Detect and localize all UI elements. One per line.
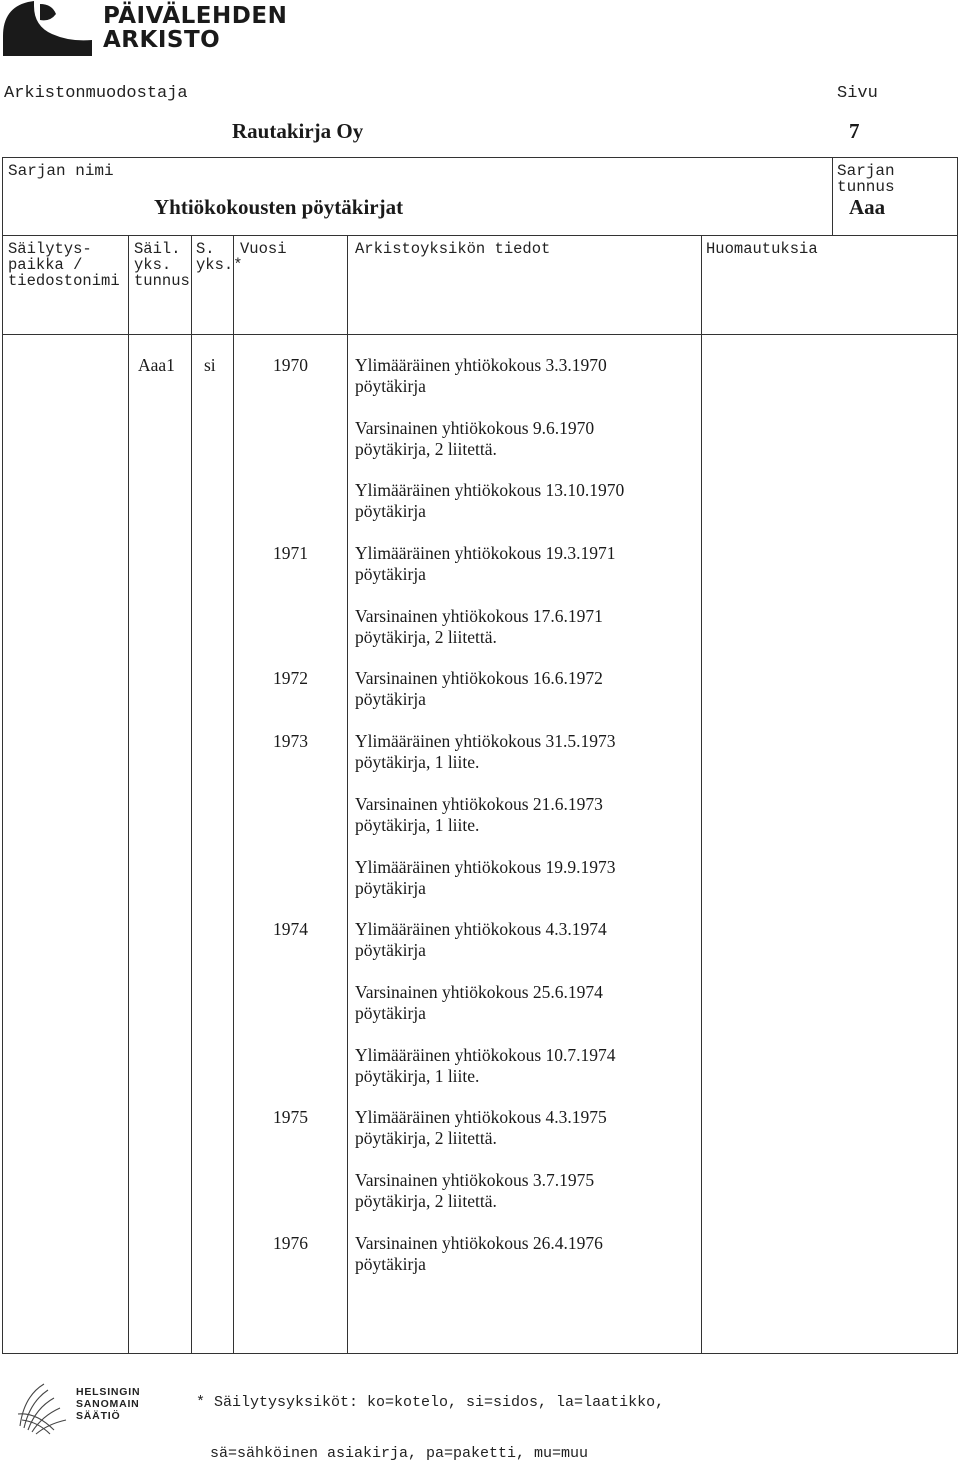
entry-title: Varsinainen yhtiökokous 17.6.1971 <box>355 606 603 626</box>
col-divider-4 <box>347 235 348 1353</box>
entry-detail: pöytäkirja <box>355 1254 426 1274</box>
series-id: Aaa <box>849 195 886 219</box>
list-item <box>355 480 624 522</box>
entry-title: Varsinainen yhtiökokous 26.4.1976 <box>355 1233 603 1253</box>
list-item <box>355 857 616 899</box>
list-item <box>355 1170 594 1212</box>
list-item <box>355 543 616 585</box>
list-item <box>355 606 603 648</box>
list-item <box>355 1107 607 1149</box>
col-header-location-line: Säilytys- <box>8 240 92 258</box>
list-item <box>355 982 603 1024</box>
col-header-unit-id-line: Säil. <box>134 240 181 258</box>
entry-detail: pöytäkirja <box>355 1003 426 1023</box>
table-bottom-rule <box>2 1353 958 1354</box>
list-item <box>355 731 616 773</box>
col-divider-2 <box>191 235 192 1353</box>
logo-line-1: PÄIVÄLEHDEN <box>103 3 288 29</box>
col-divider-3 <box>233 235 234 1353</box>
col-divider-5 <box>701 235 702 1353</box>
series-divider <box>832 157 833 235</box>
footnote <box>196 1360 664 1479</box>
frame-right <box>957 157 958 1353</box>
col-header-notes: Huomautuksia <box>706 240 818 258</box>
entry-title: Varsinainen yhtiökokous 16.6.1972 <box>355 668 603 688</box>
col-header-location-line: paikka / <box>8 256 83 274</box>
entry-detail: pöytäkirja, 2 liitettä. <box>355 439 497 459</box>
paivalehden-arkisto-logo <box>0 0 288 60</box>
list-item <box>355 668 603 710</box>
entry-year: 1976 <box>273 1233 308 1253</box>
entry-title: Ylimääräinen yhtiökokous 31.5.1973 <box>355 731 616 751</box>
entry-detail: pöytäkirja, 1 liite. <box>355 1066 480 1086</box>
entry-detail: pöytäkirja, 2 liitettä. <box>355 1191 497 1211</box>
foundation-line-3: SÄÄTIÖ <box>76 1410 121 1422</box>
col-header-unit-type-line: yks.* <box>196 256 243 274</box>
series-id-label: Sarjan tunnus <box>837 162 895 196</box>
page-number: 7 <box>849 119 860 143</box>
logo-wordmark <box>103 4 287 52</box>
arkisto-logo-mark-icon <box>0 0 96 58</box>
entry-detail: pöytäkirja <box>355 878 426 898</box>
helsingin-sanomain-saatio-logo <box>14 1374 154 1440</box>
entry-title: Varsinainen yhtiökokous 21.6.1973 <box>355 794 603 814</box>
col-header-details: Arkistoyksikön tiedot <box>355 240 551 258</box>
entry-detail: pöytäkirja, 2 liitettä. <box>355 1128 497 1148</box>
entry-title: Ylimääräinen yhtiökokous 19.9.1973 <box>355 857 616 877</box>
col-header-unit-id-line: yks. <box>134 256 172 274</box>
list-item <box>355 794 603 836</box>
entry-title: Ylimääräinen yhtiökokous 3.3.1970 <box>355 355 607 375</box>
foundation-wordmark <box>76 1386 140 1422</box>
entry-detail: pöytäkirja <box>355 501 426 521</box>
footnote-line-1: * Säilytysyksiköt: ko=kotelo, si=sidos, la=laatikko, <box>196 1394 665 1411</box>
entry-title: Ylimääräinen yhtiökokous 13.10.1970 <box>355 480 625 500</box>
list-item <box>355 418 594 460</box>
unit-id: Aaa1 <box>138 355 175 375</box>
foundation-line-1: HELSINGIN <box>76 1386 141 1398</box>
entry-title: Varsinainen yhtiökokous 25.6.1974 <box>355 982 603 1002</box>
list-item <box>355 919 607 961</box>
list-item <box>355 1233 603 1275</box>
foundation-emblem-icon <box>14 1376 72 1438</box>
col-header-unit-type-line: S. <box>196 240 215 258</box>
entry-title: Varsinainen yhtiökokous 9.6.1970 <box>355 418 595 438</box>
col-header-unit-id-line: tunnus <box>134 272 190 290</box>
entry-detail: pöytäkirja <box>355 376 426 396</box>
foundation-line-2: SANOMAIN <box>76 1398 140 1410</box>
entry-title: Ylimääräinen yhtiökokous 10.7.1974 <box>355 1045 616 1065</box>
list-item <box>355 1045 616 1087</box>
entry-title: Ylimääräinen yhtiökokous 4.3.1975 <box>355 1107 607 1127</box>
creator-name: Rautakirja Oy <box>232 119 364 143</box>
col-header-location <box>8 241 120 289</box>
entry-detail: pöytäkirja <box>355 564 426 584</box>
unit-type: si <box>204 355 216 375</box>
entry-title: Ylimääräinen yhtiökokous 19.3.1971 <box>355 543 616 563</box>
columns-bottom-rule <box>2 334 958 335</box>
header-top-rule <box>2 157 958 158</box>
entry-detail: pöytäkirja, 1 liite. <box>355 815 480 835</box>
col-header-location-line: tiedostonimi <box>8 272 120 290</box>
entry-year: 1972 <box>273 668 308 688</box>
entry-year: 1970 <box>273 355 308 375</box>
col-header-year: Vuosi <box>240 240 287 258</box>
entry-title: Ylimääräinen yhtiökokous 4.3.1974 <box>355 919 607 939</box>
entry-title: Varsinainen yhtiökokous 3.7.1975 <box>355 1170 595 1190</box>
entry-year: 1973 <box>273 731 308 751</box>
col-header-unit-type <box>196 241 243 273</box>
entry-year: 1971 <box>273 543 308 563</box>
footnote-line-2: sä=sähköinen asiakirja, pa=paketti, mu=muu <box>210 1445 589 1462</box>
entry-year: 1975 <box>273 1107 308 1127</box>
col-divider-1 <box>128 235 129 1353</box>
col-header-unit-id <box>134 241 190 289</box>
series-name-label: Sarjan nimi <box>8 162 114 180</box>
entry-detail: pöytäkirja <box>355 689 426 709</box>
entry-detail: pöytäkirja, 2 liitettä. <box>355 627 497 647</box>
entry-year: 1974 <box>273 919 308 939</box>
entry-detail: pöytäkirja, 1 liite. <box>355 752 480 772</box>
columns-top-rule <box>2 235 958 236</box>
entry-detail: pöytäkirja <box>355 940 426 960</box>
creator-label: Arkistonmuodostaja <box>4 84 188 103</box>
series-name: Yhtiökokousten pöytäkirjat <box>154 195 404 219</box>
page-label: Sivu <box>837 84 878 103</box>
frame-left <box>2 157 3 1353</box>
list-item <box>355 355 607 397</box>
logo-line-2: ARKISTO <box>103 27 221 53</box>
